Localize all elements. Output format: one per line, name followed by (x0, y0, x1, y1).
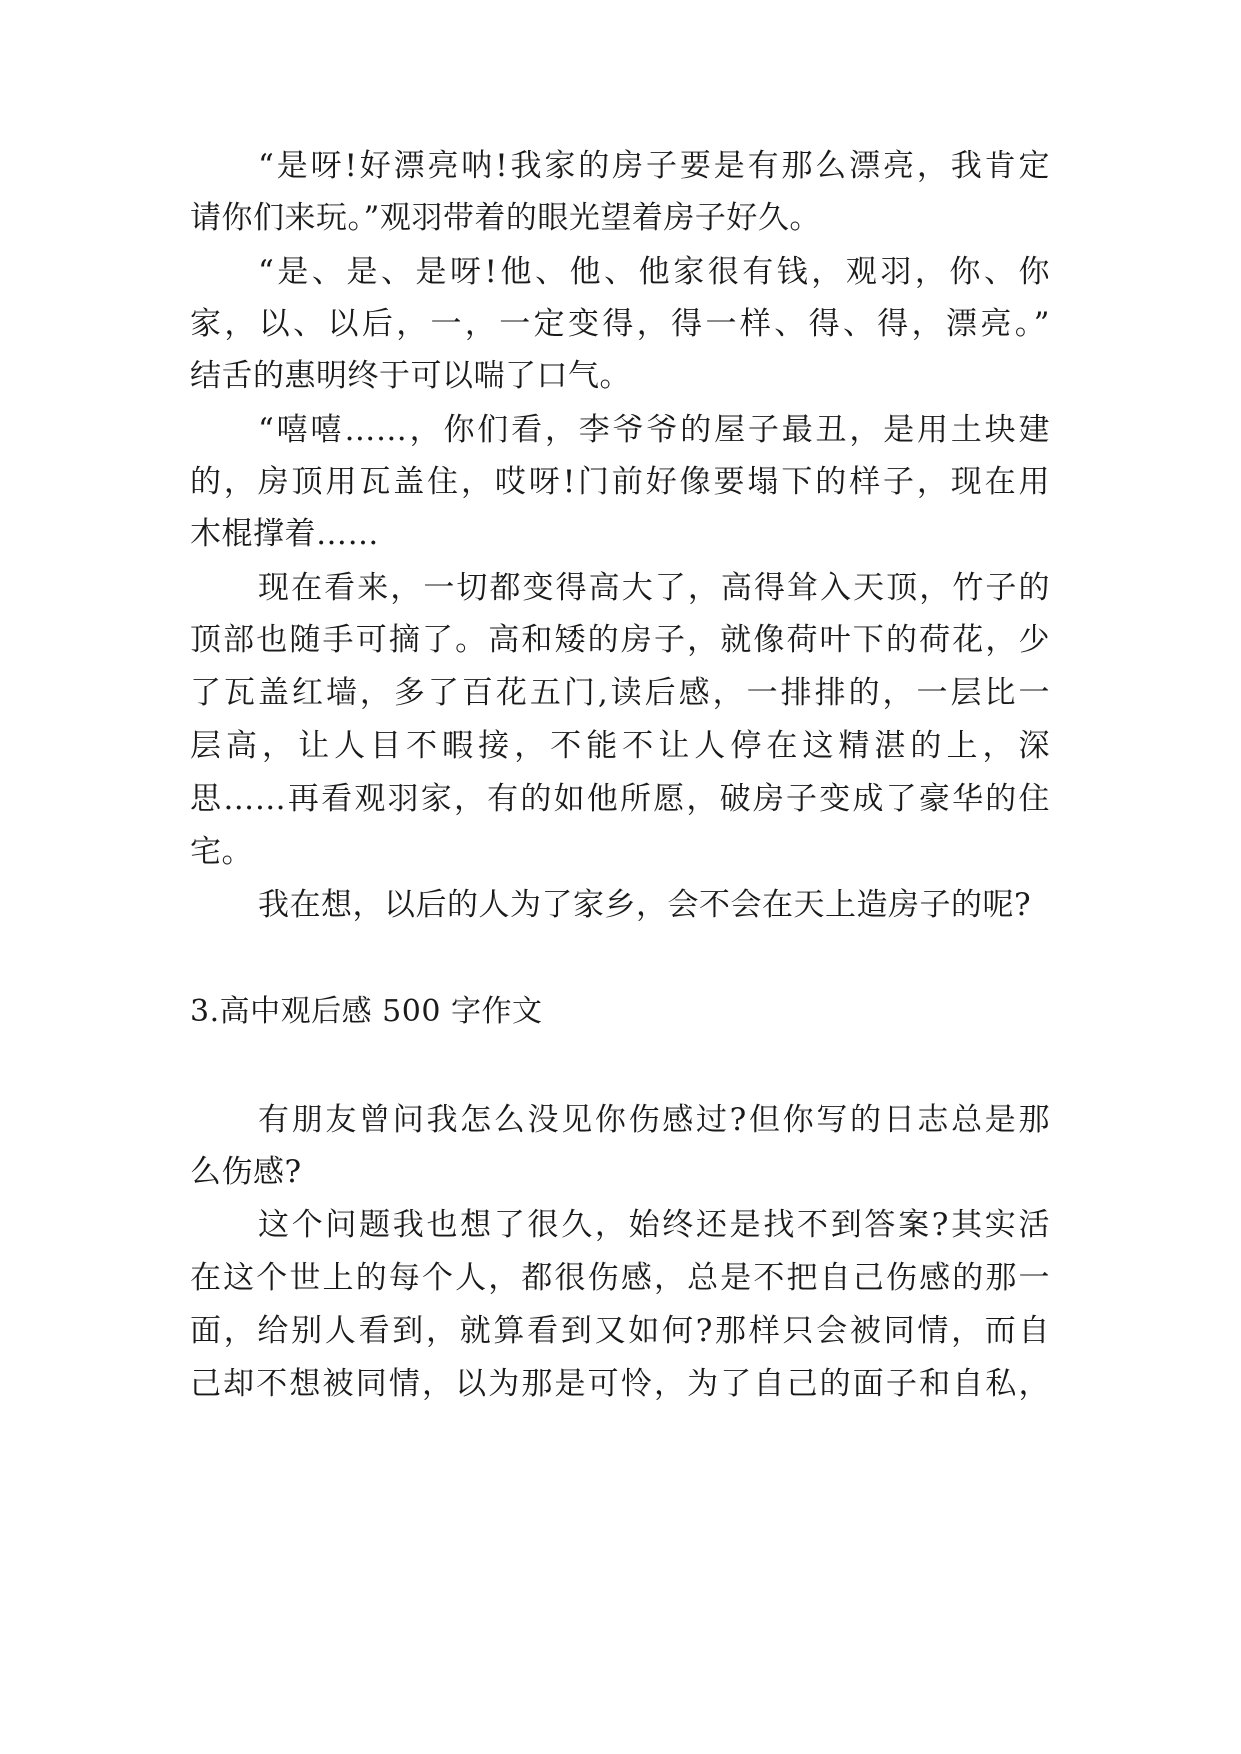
section-2-paragraph-1-line-2: 么伤感? (190, 1154, 302, 1190)
paragraph-3-line-2: 的，房顶用瓦盖住，哎呀!门前好像要塌下的样子，现在用 (190, 464, 1050, 500)
paragraph-3-line-3: 木棍撑着…… (190, 516, 379, 552)
paragraph-4-line-6: 宅。 (190, 834, 253, 870)
section-2-paragraph-2-line-3: 面，给别人看到，就算看到又如何?那样只会被同情，而自 (190, 1313, 1050, 1349)
section-heading: 3.高中观后感 500 字作文 (190, 994, 543, 1029)
section-2-paragraph-2-line-4: 己却不想被同情，以为那是可怜，为了自己的面子和自私， (190, 1366, 1050, 1402)
paragraph-4-line-4: 层高，让人目不暇接，不能不让人停在这精湛的上，深 (190, 728, 1050, 764)
paragraph-4-line-1: 现在看来，一切都变得高大了，高得耸入天顶，竹子的 (258, 570, 1050, 606)
section-2-paragraph-2-line-1: 这个问题我也想了很久，始终还是找不到答案?其实活 (258, 1207, 1050, 1243)
paragraph-2-line-1: “是、是、是呀!他、他、他家很有钱，观羽，你、你 (258, 254, 1050, 290)
paragraph-1-line-1: “是呀!好漂亮呐!我家的房子要是有那么漂亮，我肯定 (258, 148, 1050, 184)
paragraph-2-line-3: 结舌的惠明终于可以喘了口气。 (190, 358, 631, 394)
section-2-paragraph-2-line-2: 在这个世上的每个人，都很伤感，总是不把自己伤感的那一 (190, 1260, 1050, 1296)
paragraph-2-line-2: 家，以、以后，一，一定变得，得一样、得、得，漂亮。” (190, 306, 1050, 342)
paragraph-5-line-1: 我在想，以后的人为了家乡，会不会在天上造房子的呢? (258, 887, 1032, 923)
paragraph-1-line-2: 请你们来玩。”观羽带着的眼光望着房子好久。 (190, 200, 821, 236)
paragraph-4-line-5: 思……再看观羽家，有的如他所愿，破房子变成了豪华的住 (190, 781, 1050, 817)
section-2-paragraph-1-line-1: 有朋友曾问我怎么没见你伤感过?但你写的日志总是那 (258, 1102, 1050, 1138)
paragraph-4-line-2: 顶部也随手可摘了。高和矮的房子，就像荷叶下的荷花，少 (190, 622, 1050, 658)
paragraph-4-line-3: 了瓦盖红墙，多了百花五门,读后感，一排排的，一层比一 (190, 675, 1050, 711)
paragraph-3-line-1: “嘻嘻……，你们看，李爷爷的屋子最丑，是用土块建 (258, 412, 1050, 448)
